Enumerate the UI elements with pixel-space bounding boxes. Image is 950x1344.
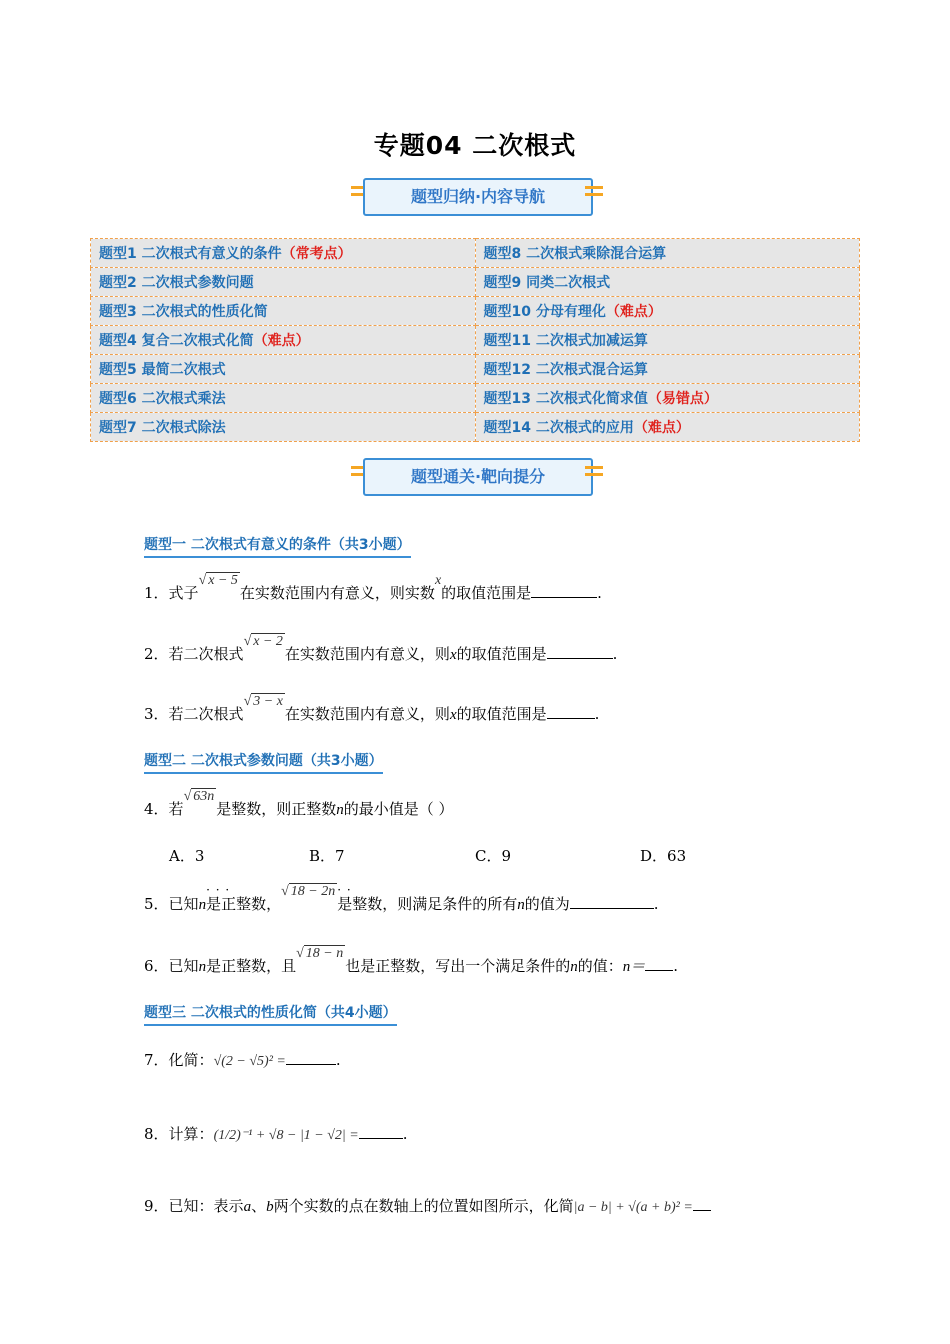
question-text: 计算： (168, 1125, 214, 1143)
question-2 (144, 634, 618, 664)
question-text: 化简： (168, 1051, 214, 1069)
toc-item-tag: （难点） (253, 333, 310, 349)
toc-row (91, 326, 860, 355)
toc-item-label: 题型9 同类二次根式 (483, 275, 611, 291)
question-number: 6． (144, 957, 169, 975)
toc-cell[interactable] (475, 326, 860, 355)
period: . (594, 705, 600, 723)
question-text: 也是正整数，写出一个满足条件的 (345, 957, 571, 975)
variable: x (434, 573, 442, 588)
variable: x (449, 647, 457, 663)
toc-cell[interactable] (475, 355, 860, 384)
question-number: 3． (144, 705, 169, 723)
answer-blank[interactable] (531, 583, 597, 598)
toc-item-label: 题型10 分母有理化 (483, 304, 606, 320)
option-d[interactable]: D．63 (640, 847, 687, 865)
option-a[interactable]: A．3 (169, 847, 205, 865)
toc-cell[interactable] (91, 355, 476, 384)
period: . (402, 1125, 408, 1143)
section-banner-practice (351, 456, 603, 496)
toc-cell[interactable] (91, 239, 476, 268)
question-text: 已知：表示 (168, 1197, 244, 1215)
options-row (0, 845, 950, 867)
equals-decoration-icon (585, 462, 603, 480)
radical-expression: √ 63n (183, 789, 215, 804)
math-expression: |a − b| + √(a + b)² = (573, 1200, 693, 1215)
variable: n (570, 959, 578, 975)
toc-item-label: 题型11 二次根式加减运算 (483, 333, 648, 349)
toc-cell[interactable] (91, 297, 476, 326)
question-text: 在实数范围内有意义，则 (284, 645, 450, 663)
variable: x (449, 707, 457, 723)
variable: a (243, 1199, 252, 1215)
question-number: 1． (144, 584, 169, 602)
question-text: 已知 (168, 895, 199, 913)
question-text: 式子 (168, 584, 199, 602)
toc-cell[interactable] (91, 268, 476, 297)
question-text: 的取值范围是 (456, 705, 547, 723)
answer-blank[interactable] (693, 1196, 711, 1211)
question-text: · · · 是正整数， (206, 895, 281, 913)
question-6 (144, 946, 679, 976)
toc-table (90, 238, 860, 442)
equation: n＝ (622, 959, 646, 975)
question-text: 的值为 (524, 895, 570, 913)
question-9 (144, 1195, 711, 1216)
question-text: 在实数范围内有意义，则实数 (239, 584, 435, 602)
question-7 (144, 1049, 341, 1070)
toc-row (91, 268, 860, 297)
question-number: 7． (144, 1051, 169, 1069)
toc-cell[interactable] (91, 413, 476, 442)
toc-item-label: 题型2 二次根式参数问题 (99, 275, 254, 291)
question-text: 是正整数，且 (206, 957, 297, 975)
section-heading-2: 题型二 二次根式参数问题（共3小题） (144, 750, 383, 774)
section-heading-1: 题型一 二次根式有意义的条件（共3小题） (144, 534, 411, 558)
option-c[interactable]: C．9 (475, 847, 512, 865)
question-number: 9． (144, 1197, 169, 1215)
math-expression: (1/2)⁻¹ + √8 − |1 − √2| = (213, 1128, 359, 1143)
question-text: 的最小值是（ ） (343, 800, 454, 818)
option-b[interactable]: B．7 (309, 847, 345, 865)
question-1 (144, 573, 602, 603)
toc-cell[interactable] (475, 297, 860, 326)
question-number: 4． (144, 800, 169, 818)
toc-item-tag: （难点） (633, 420, 690, 436)
question-text: 、 (251, 1197, 267, 1215)
answer-blank[interactable] (645, 956, 673, 971)
toc-row (91, 384, 860, 413)
section-heading-3: 题型三 二次根式的性质化简（共4小题） (144, 1002, 397, 1026)
radical-expression: √ 18 − 2n (281, 884, 336, 899)
toc-row (91, 355, 860, 384)
period: . (597, 584, 602, 602)
question-text: 若二次根式 (168, 705, 244, 723)
question-text: 的取值范围是 (441, 584, 532, 602)
toc-item-label: 题型6 二次根式乘法 (99, 391, 226, 407)
toc-row (91, 413, 860, 442)
question-4 (144, 789, 454, 819)
question-text: 若 (168, 800, 184, 818)
variable: n (517, 897, 525, 913)
answer-blank[interactable] (547, 644, 613, 659)
banner-label: 题型归纳·内容导航 (410, 187, 546, 206)
toc-item-label: 题型1 二次根式有意义的条件 (99, 246, 282, 262)
question-number: 5． (144, 895, 169, 913)
variable: n (198, 959, 207, 975)
question-text: 是整数，则正整数 (216, 800, 337, 818)
period: . (673, 957, 679, 975)
period: . (612, 645, 618, 663)
question-text: 两个实数的点在数轴上的位置如图所示，化简 (273, 1197, 574, 1215)
equals-decoration-icon (585, 182, 603, 200)
toc-row (91, 297, 860, 326)
question-text: 的取值范围是 (456, 645, 547, 663)
question-text: 在实数范围内有意义，则 (284, 705, 450, 723)
toc-item-tag: （易错点） (647, 391, 718, 407)
question-text: 若二次根式 (168, 645, 244, 663)
period: . (335, 1051, 341, 1069)
radical-expression: √ 18 − n (296, 946, 344, 961)
banner-label: 题型通关·靶向提分 (410, 467, 546, 486)
toc-item-label: 题型12 二次根式混合运算 (483, 362, 648, 378)
toc-row (91, 239, 860, 268)
answer-blank[interactable] (359, 1124, 403, 1139)
document-title: 专题04 二次根式 (373, 131, 577, 160)
radical-expression: √ x − 2 (243, 634, 283, 649)
toc-cell[interactable] (91, 326, 476, 355)
variable: n (336, 802, 344, 818)
toc-item-label: 题型4 复合二次根式化简 (99, 333, 254, 349)
question-text: · · 是整数，则满足条件的所有 (337, 895, 517, 913)
toc-cell[interactable] (475, 268, 860, 297)
toc-cell[interactable] (475, 413, 860, 442)
toc-cell[interactable] (91, 384, 476, 413)
toc-item-tag: （难点） (605, 304, 662, 320)
answer-blank[interactable] (286, 1050, 336, 1065)
period: . (653, 895, 659, 913)
toc-item-tag: （常考点） (281, 246, 352, 262)
question-text: 已知 (168, 957, 199, 975)
question-3 (144, 694, 600, 724)
radical-expression: √ 3 − x (243, 694, 283, 709)
answer-blank[interactable] (547, 704, 595, 719)
variable: b (266, 1199, 274, 1215)
question-number: 2． (144, 645, 169, 663)
answer-blank[interactable] (570, 894, 654, 909)
toc-item-label: 题型13 二次根式化简求值 (483, 391, 648, 407)
question-8 (144, 1123, 408, 1144)
radical-expression: √ x − 5 (198, 573, 238, 588)
toc-cell[interactable] (475, 384, 860, 413)
toc-item-label: 题型14 二次根式的应用 (483, 420, 634, 436)
toc-item-label: 题型7 二次根式除法 (99, 420, 226, 436)
variable: n (198, 897, 207, 913)
section-banner-overview (351, 176, 603, 216)
math-expression: √(2 − √5)² = (213, 1054, 286, 1069)
toc-item-label: 题型5 最简二次根式 (99, 362, 226, 378)
question-number: 8． (144, 1125, 169, 1143)
toc-item-label: 题型3 二次根式的性质化简 (99, 304, 268, 320)
question-5 (144, 884, 659, 914)
question-text: 的值： (577, 957, 623, 975)
toc-item-label: 题型8 二次根式乘除混合运算 (483, 246, 667, 262)
toc-cell[interactable] (475, 239, 860, 268)
